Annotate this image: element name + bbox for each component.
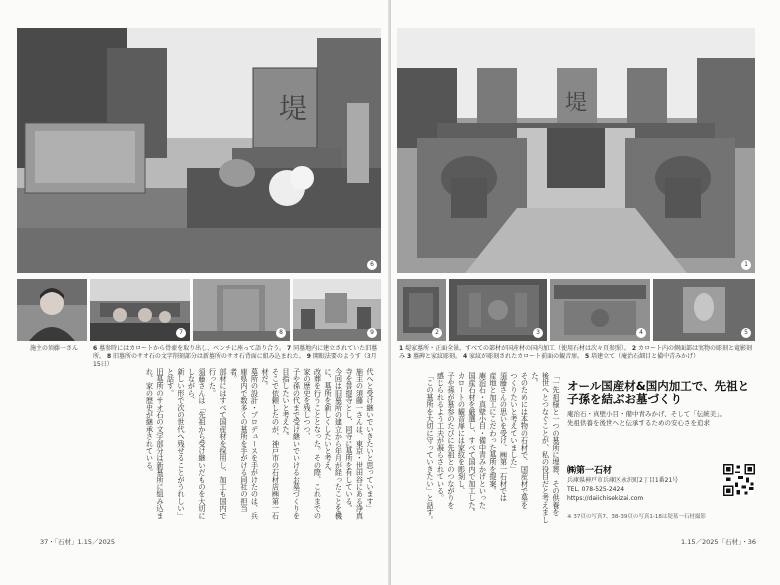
caption-num: 6 bbox=[93, 345, 98, 352]
company-tel: TEL. 078-525-2424 bbox=[567, 486, 625, 493]
photo-ceremony bbox=[293, 279, 381, 341]
right-body-text bbox=[411, 372, 561, 527]
portrait-photo bbox=[17, 279, 87, 341]
photo-bench-visit bbox=[90, 279, 190, 341]
body-column: カロートの観音扉には家紋を彫刻し、 bbox=[457, 372, 467, 495]
caption-num: 4 bbox=[462, 353, 468, 360]
body-column: そのためには本物の石材で、国産材で墓を bbox=[520, 372, 530, 509]
main-photo-front-view bbox=[397, 28, 755, 273]
caption-num: 5 bbox=[585, 353, 590, 360]
body-column: 「一先祖様と一つの墓所に埋葬、その供養を bbox=[552, 372, 561, 516]
body-column: 「この墓所を大切に守っていきたい」と話す。 bbox=[426, 372, 435, 524]
caption-num: 7 bbox=[287, 345, 292, 352]
photo-credit-footnote: ※ 37頁の写真7、38-39頁の写真1-18は堤墓一石材撮影 bbox=[567, 514, 706, 520]
portrait-caption bbox=[30, 345, 90, 353]
right-photo-captions bbox=[399, 345, 755, 361]
body-column: つくりたいと考えていました」 bbox=[510, 372, 519, 473]
body-column: そこで依頼したのが、神戸市の石材店㈱第一石材だ。 bbox=[261, 368, 281, 520]
photo-number: 1 bbox=[741, 260, 751, 270]
article-subheadline-1: 庵治石・真壁小目・備中青みかげ、そして「伝統美」。 bbox=[567, 410, 726, 418]
body-column: 旧墓所のサオ石の文字部分は新墓所に組み込まれ、家の歴史が継承されている。 bbox=[145, 368, 165, 520]
body-column: 墓所の設計・プロデュースを手がけたのは、兵庫県内で数多くの墓所を手がける同社の担当者。 bbox=[229, 368, 260, 520]
company-name: ㈱第一石材 bbox=[567, 466, 613, 476]
photo-number: 5 bbox=[741, 328, 751, 338]
article-headline: オール国産材&国内加工で、先祖と子孫を結ぶお墓づくり bbox=[567, 379, 750, 406]
svg-text:堤: 堤 bbox=[565, 91, 588, 116]
body-column: 今回は旧墓所の建立から年月が経ったことを機に、墓所を新しくしたいと考え、 bbox=[324, 368, 344, 520]
company-address: 兵庫県神戸市兵庫区永沢町2丁目1番21号 bbox=[567, 477, 679, 484]
caption-num: 9 bbox=[306, 353, 311, 360]
caption-num: 2 bbox=[631, 345, 637, 352]
article-subheadline-2: 先祖供養を後世へと伝承するための安心さを追求 bbox=[567, 419, 710, 427]
photo-number: 2 bbox=[432, 328, 442, 338]
body-column: 部材にはすべて国産材を採用し、加工も国内で行った。 bbox=[208, 368, 228, 520]
body-column: 後世へとつなぐことが、私の役目だと考えました。 bbox=[531, 372, 551, 524]
left-photo-captions bbox=[93, 345, 383, 369]
photo-number: 3 bbox=[533, 328, 543, 338]
body-column: 感じられるよう工夫が凝らされている。 bbox=[436, 372, 446, 502]
qr-code-icon[interactable] bbox=[723, 464, 755, 496]
body-column: 須藤さんは「先祖から受け継いだものを大切にしながら、 bbox=[187, 368, 207, 520]
photo-number: 8 bbox=[276, 328, 286, 338]
photo-number: 7 bbox=[176, 328, 186, 338]
caption-num: 3 bbox=[406, 353, 412, 360]
body-column: 改葬を行うこととなった。その際、これまでの家の歴史を残しつつ、 bbox=[303, 368, 323, 520]
body-column: 庵治石・真壁小目・備中青みかげといった bbox=[478, 372, 488, 509]
body-column: 子や孫が墓参のたびに先祖とのつながりを bbox=[447, 372, 456, 509]
right-page bbox=[391, 0, 780, 585]
right-folio: 1.15／2025「石材」・36 bbox=[681, 538, 757, 546]
body-column: 施主の須藤一さんは、東京・世田谷にある浄真寺を菩提寺とし、同寺に墓所を有している。 bbox=[345, 368, 365, 520]
photo-number: 4 bbox=[636, 328, 646, 338]
caption-text: 同墓地内に建立されていた旧墓所。 bbox=[93, 345, 378, 360]
left-body-text bbox=[75, 368, 375, 523]
caption-num: 1 bbox=[399, 345, 404, 352]
body-column: 国産石材を厳選し、すべて国内で加工した。 bbox=[468, 372, 477, 516]
left-page bbox=[0, 0, 389, 585]
photo-old-grave bbox=[193, 279, 290, 341]
photo-stupa bbox=[653, 279, 755, 341]
caption-text: 堤家墓所・正面全景。すべての部材が国産材の国内加工（使用石材は次々頁参照）。 bbox=[405, 345, 630, 352]
caption-text: 旧墓所のサオ石の文字削刻部分は新墓所のサオ石背面に組み込まれた。 bbox=[113, 353, 305, 360]
photo-karoto-door bbox=[550, 279, 650, 341]
caption-text: 墓碑と家紋彫刻。 bbox=[413, 353, 462, 360]
svg-text:堤: 堤 bbox=[279, 92, 308, 125]
body-column: 須藤さんの思いを受け、㈱第一石材では bbox=[499, 372, 509, 502]
photo-number: 6 bbox=[367, 260, 377, 270]
company-url[interactable]: https://daiichisekizai.com bbox=[567, 495, 644, 502]
main-photo-grave-and-flowers bbox=[17, 28, 381, 273]
photo-number: 9 bbox=[367, 328, 377, 338]
body-column: 代へと受け継いでいきたいと思っています」 bbox=[366, 368, 375, 512]
caption-text: 家紋が彫刻されたカロート前面の観音扉。 bbox=[469, 353, 584, 360]
left-folio: 37・「石材」1.15／2025 bbox=[40, 538, 116, 546]
caption-text: 施主の須藤一さん bbox=[30, 345, 79, 352]
photo-side-carving bbox=[397, 279, 446, 341]
body-column: 子や孫の代まで受け継いでいけるお墓づくりを目指したいと考えた。 bbox=[282, 368, 302, 520]
caption-text: 墓参時にはカロートから骨壷を取り出し、ベンチに座って語り合う。 bbox=[99, 345, 286, 352]
caption-num: 8 bbox=[106, 353, 112, 360]
caption-text: 開眼法要のようす（3月15日） bbox=[93, 353, 377, 368]
body-column: 産地と加工にこだわった墓所を提案。 bbox=[489, 372, 498, 495]
body-column: 新しい形で次の世代へ残せることがうれしい」と話す。 bbox=[166, 368, 186, 520]
caption-text: カロート内の側面部は実物の彫刻と竜影刻み bbox=[399, 345, 753, 360]
caption-text: 培建立て（庵治石細目と備中青みかげ） bbox=[591, 353, 700, 360]
photo-family-crest bbox=[449, 279, 547, 341]
